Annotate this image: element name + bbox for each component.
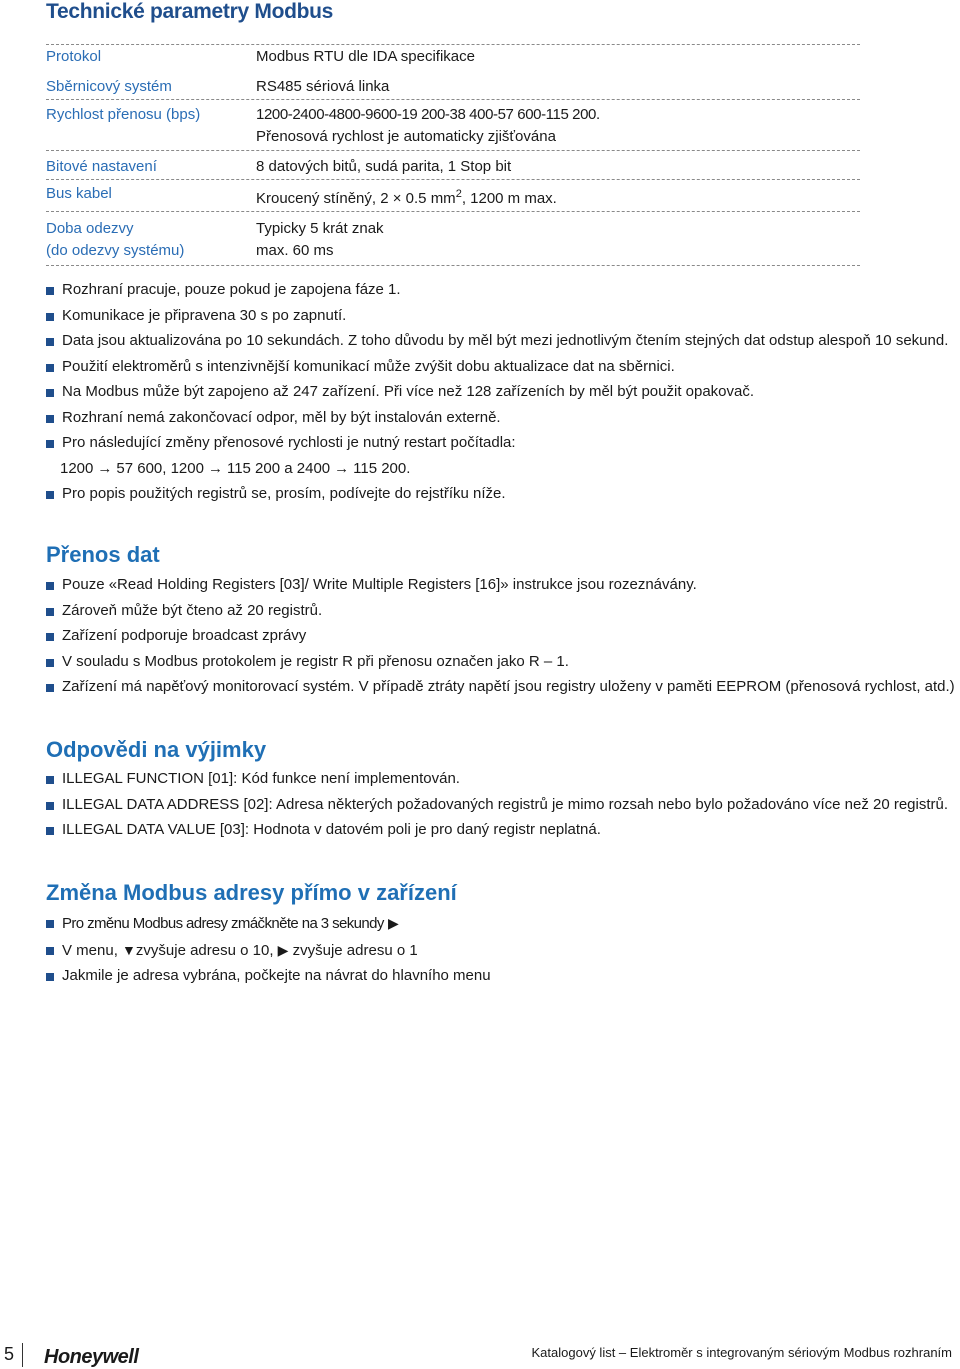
- param-value: 8 datových bitů, sudá parita, 1 Stop bit: [256, 158, 512, 175]
- speed-change-line: [46, 458, 958, 480]
- list-item-text: zvyšuje adresu o 10,: [135, 941, 274, 959]
- param-value-line1: Typicky 5 krát znak: [256, 220, 384, 237]
- param-label: Bitové nastavení: [46, 158, 157, 175]
- list-item: Zároveň může být čteno až 20 registrů.: [46, 600, 958, 622]
- list-item: Pouze «Read Holding Registers [03]/ Write Multiple Registers [16]» instrukce jsou rozeznávány.: [46, 574, 958, 596]
- param-value: RS485 sériová linka: [256, 78, 390, 95]
- list-item: Pro následující změny přenosové rychlosti je nutný restart počítadla:: [46, 432, 958, 454]
- list-item: ILLEGAL DATA VALUE [03]: Hodnota v datovém poli je pro daný registr neplatná.: [46, 819, 958, 841]
- param-value-line2: max. 60 ms: [256, 242, 334, 259]
- parameter-table: [46, 44, 860, 266]
- footer-text: Katalogový list – Elektroměr s integrovaným sériovým Modbus rozhraním: [531, 1345, 952, 1360]
- param-row-response: [46, 212, 860, 266]
- arrow-right-icon: →: [97, 459, 113, 477]
- param-row-bus-system: [46, 69, 860, 100]
- list-item-text: zvyšuje adresu o 1: [292, 941, 418, 959]
- play-icon: ▶: [387, 915, 399, 931]
- param-value: Modbus RTU dle IDA specifikace: [256, 48, 475, 65]
- list-item: Pro popis použitých registrů se, prosím, podívejte do rejstříku níže.: [46, 483, 958, 505]
- list-item: [46, 912, 958, 935]
- list-item: Jakmile je adresa vybrána, počkejte na návrat do hlavního menu: [46, 965, 958, 987]
- list-item: ILLEGAL DATA ADDRESS [02]: Adresa některých požadovaných registrů je mimo rozsah nebo bylo požadováno více než 20 registrů.: [46, 794, 958, 816]
- notes-list: [46, 279, 958, 509]
- param-label-line1: Doba odezvy: [46, 220, 134, 237]
- list-item: Zařízení podporuje broadcast zprávy: [46, 625, 958, 647]
- param-row-cable: [46, 180, 860, 212]
- param-row-bits: [46, 151, 860, 180]
- param-label: Bus kabel: [46, 185, 112, 202]
- list-item-text: Pro změnu Modbus adresy zmáčkněte na 3 sekundy: [62, 915, 384, 932]
- address-change-list: [46, 912, 958, 991]
- list-item: Na Modbus může být zapojeno až 247 zařízení. Při více než 128 zařízeních by měl být použit opakovač.: [46, 381, 958, 403]
- speed-c: 115 200 a 2400: [226, 459, 331, 477]
- param-value: [256, 182, 860, 211]
- list-item: Rozhraní pracuje, pouze pokud je zapojena fáze 1.: [46, 279, 958, 301]
- down-triangle-icon: ▼: [122, 941, 136, 958]
- list-item: Data jsou aktualizována po 10 sekundách. Z toho důvodu by měl být mezi jednotlivým čtením stejných dat odstup alespoň 10 sekund.: [46, 330, 958, 352]
- play-icon: ▶: [277, 941, 289, 958]
- list-item: Komunikace je připravena 30 s po zapnutí.: [46, 305, 958, 327]
- param-value: [256, 214, 860, 265]
- list-item-text: V menu,: [62, 941, 118, 959]
- list-item: V souladu s Modbus protokolem je registr R při přenosu označen jako R – 1.: [46, 651, 958, 673]
- section-heading-exceptions: Odpovědi na výjimky: [46, 737, 267, 762]
- param-row-speed: [46, 100, 860, 151]
- data-transfer-list: [46, 574, 958, 702]
- list-item: Rozhraní nemá zakončovací odpor, měl by být instalován externě.: [46, 407, 958, 429]
- speed-d: 115 200.: [353, 459, 411, 477]
- section-heading-address-change: Změna Modbus adresy přímo v zařízení: [46, 880, 457, 905]
- list-item: Zařízení má napěťový monitorovací systém. V případě ztráty napětí jsou registry uloženy v paměti EEPROM (přenosová rychlost, atd.): [46, 676, 958, 698]
- list-item: Použití elektroměrů s intenzivnější komunikací může zvýšit dobu aktualizace dat na sběrnici.: [46, 356, 958, 378]
- param-row-protocol: [46, 45, 860, 69]
- arrow-right-icon: →: [207, 459, 223, 477]
- speed-b: 57 600, 1200: [116, 459, 204, 477]
- cable-value-tail: , 1200 m max.: [461, 190, 557, 207]
- exceptions-list: [46, 768, 958, 845]
- param-value: 1200-2400-4800-9600-19 200-38 400-57 600-115 200.: [256, 106, 600, 123]
- param-label: [46, 214, 256, 265]
- param-label: Rychlost přenosu (bps): [46, 106, 201, 123]
- cable-value-text: Kroucený stíněný, 2 × 0.5 mm: [256, 190, 456, 207]
- footer-divider: [22, 1343, 23, 1367]
- page-number: 5: [4, 1344, 15, 1364]
- section-heading-data-transfer: Přenos dat: [46, 542, 160, 567]
- param-label: Sběrnicový systém: [46, 78, 172, 95]
- list-item: [46, 939, 958, 962]
- speed-a: 1200: [60, 459, 94, 477]
- list-item: ILLEGAL FUNCTION [01]: Kód funkce není implementován.: [46, 768, 958, 790]
- brand-logo: Honeywell: [44, 1346, 139, 1368]
- arrow-right-icon: →: [334, 459, 350, 477]
- param-note: Přenosová rychlost je automaticky zjišťována: [256, 128, 556, 145]
- param-label: Protokol: [46, 48, 102, 65]
- cable-value-sup: 2: [455, 188, 462, 200]
- param-label-line2: (do odezvy systému): [46, 242, 185, 259]
- page-title: Technické parametry Modbus: [46, 0, 334, 23]
